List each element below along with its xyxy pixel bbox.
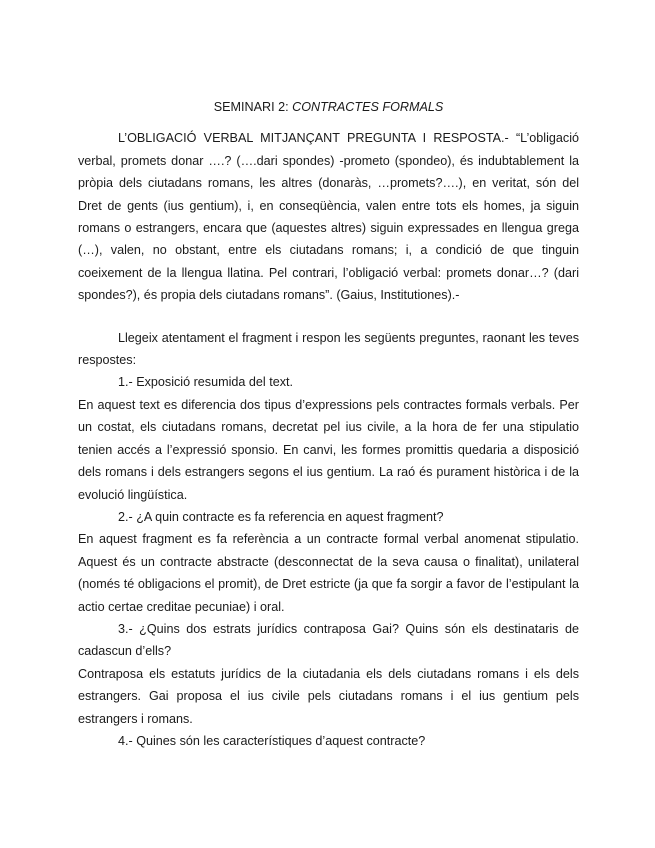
answer-1: En aquest text es diferencia dos tipus d’expressions pels contractes formals verbals. Per un costat, els ciutadans romans, decretat pel ius civile, a la hora de fer una stipulatio tenien accés a l’expressió sponsio. En canvi, les formes promittis quedaria a disposició dels romans i dels estrangers segons el ius gentium. La raó és purament històrica i de la evolució lingüística. [78,397,579,502]
question-1: 1.- Exposició resumida del text. [118,375,293,390]
question-3: 3.- ¿Quins dos estrats jurídics contraposa Gai? Quins són els destinataris de cadascun d’ells? [78,621,579,659]
question-4: 4.- Quines són les característiques d’aquest contracte? [118,733,426,748]
answer-2: En aquest fragment es fa referència a un contracte formal verbal anomenat stipulatio. Aquest és un contracte abstracte (desconnectat de la seva causa o finalitat), unilateral (només té obligacions el promit), de Dret estricte (ja que fa sorgir a favor de l’estipulant la actio certae creditae pecuniae) i oral. [78,532,579,614]
title-prefix: SEMINARI 2: [213,100,293,114]
title-italic: CONTRACTES FORMALS [292,100,444,114]
intro-paragraph: L’OBLIGACIÓ VERBAL MITJANÇANT PREGUNTA I RESPOSTA.- “L’obligació verbal, promets donar ….? (….dari spondes) -prometo (spondeo), és indubtablement la pròpia dels ciutadans romans, les altres (donaràs, …promets?….), en veritat, són del Dret de gents (ius gentium), i, en conseqüència, valen entre tots els homes, ja siguin romans o estrangers, encara que (aquestes altres) siguin expressades en llengua grega (…), valen, no obstant, entre els ciutadans romans; i, a condició de que tinguin coeixement de la llengua llatina. Pel contrari, l’obligació verbal: promets donar…? (dari spondes?), és propia dels ciutadans romans”. (Gaius, Institutiones).- [78,131,579,303]
instruction-paragraph: Llegeix atentament el fragment i respon les següents preguntes, raonant les teves respostes: [78,330,579,368]
answer-3: Contraposa els estatuts jurídics de la ciutadania els dels ciutadans romans i els dels estrangers. Gai proposa el ius civile pels ciutadans romans i el ius gentium pels estrangers i romans. [78,666,579,726]
page-title [78,96,579,118]
document-page [78,96,579,752]
question-2: 2.- ¿A quin contracte es fa referencia en aquest fragment? [118,509,444,524]
